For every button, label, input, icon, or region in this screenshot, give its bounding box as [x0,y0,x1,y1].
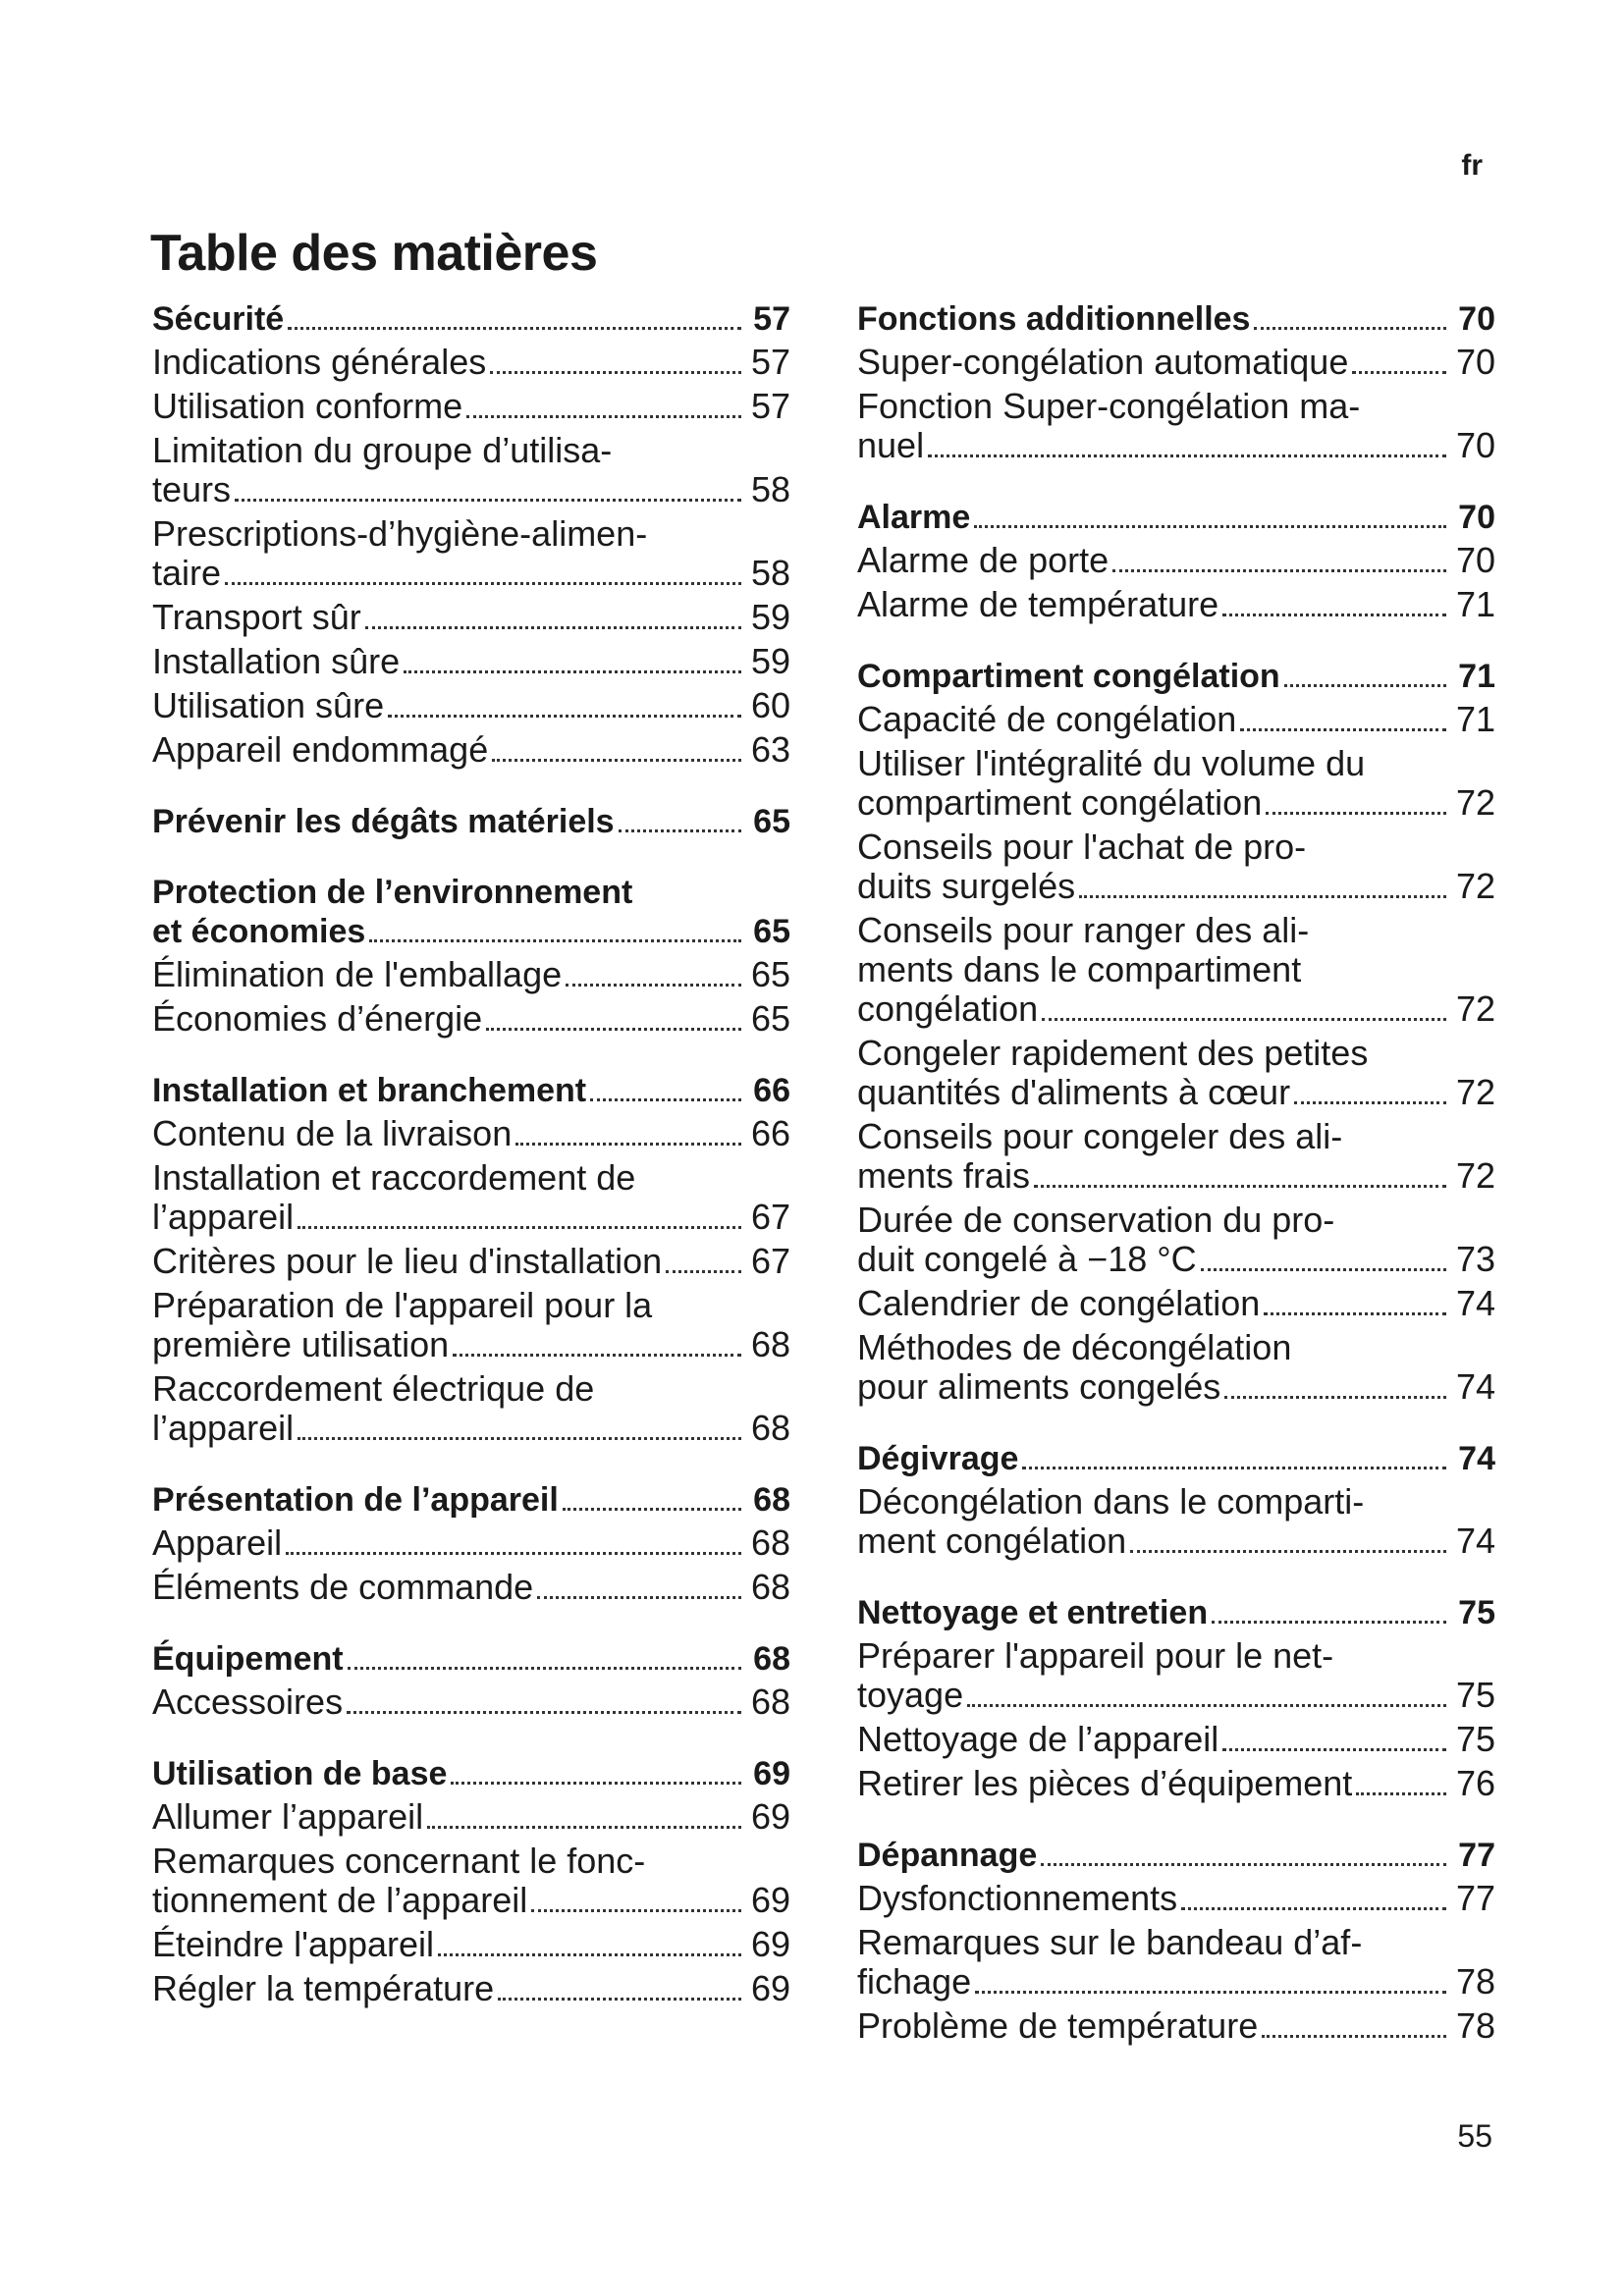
toc-entry-line: Raccordement électrique de [152,1368,595,1409]
toc-entry[interactable] [857,867,1495,911]
toc-entry[interactable] [152,1325,790,1369]
toc-entry-page: 67 [750,1241,790,1281]
toc-entry-label: Capacité de congélation [857,699,1237,739]
toc-entry[interactable] [857,1764,1495,1808]
toc-entry-page: 72 [1455,782,1495,823]
toc-entry[interactable] [152,1198,790,1242]
toc-heading-page: 65 [753,913,790,950]
toc-entry-page: 78 [1455,2005,1495,2046]
toc-heading-page: 66 [753,1072,790,1109]
dot-leader [427,1826,741,1829]
toc-entry[interactable] [857,1522,1495,1566]
toc-heading[interactable] [152,912,790,955]
toc-entry[interactable] [857,1156,1495,1201]
toc-heading-line: Protection de l’environnement [152,874,633,911]
toc-section [857,498,1495,629]
toc-section [152,1480,790,1612]
dot-leader [347,1711,741,1714]
toc-entry[interactable] [152,730,790,774]
dot-leader [515,1143,741,1146]
toc-entry-line: Conseils pour l'achat de pro- [857,827,1307,867]
toc-entry-page: 76 [1455,1763,1495,1803]
toc-entry-line: Congeler rapidement des petites [857,1033,1369,1073]
toc-entry[interactable] [857,1367,1495,1412]
toc-section [152,1754,790,2013]
toc-section [857,1593,1495,1808]
toc-entry-label: ment congélation [857,1521,1127,1561]
toc-entry-label: Utilisation conforme [152,386,463,426]
toc-entry-label: Retirer les pièces d’équipement [857,1763,1353,1803]
toc-heading-page: 77 [1458,1837,1495,1874]
toc-heading-page: 68 [753,1481,790,1519]
dot-leader [1041,1863,1446,1866]
toc-entry[interactable] [857,343,1495,387]
dot-leader [619,829,741,832]
toc-heading-page: 75 [1458,1594,1495,1631]
toc-heading-label: Équipement [152,1640,344,1678]
dot-leader [451,1782,741,1785]
toc-entry-label: compartiment congélation [857,782,1263,823]
dot-leader [1022,1467,1446,1469]
dot-leader [1356,1792,1446,1795]
dot-leader [498,1998,741,2001]
dot-leader [1130,1550,1446,1553]
toc-entry[interactable] [152,1523,790,1568]
toc-entry-page: 58 [750,469,790,509]
toc-entry-label: Élimination de l'emballage [152,954,563,994]
toc-entry-line: Méthodes de décongélation [857,1327,1292,1367]
toc-entry[interactable] [857,989,1495,1034]
toc-entry-page: 75 [1455,1675,1495,1715]
dot-leader [453,1354,741,1357]
toc-entry-line: Décongélation dans le comparti- [857,1481,1365,1522]
toc-entry[interactable] [857,1676,1495,1720]
toc-entry-page: 72 [1455,988,1495,1029]
toc-entry-label: Nettoyage de l’appareil [857,1719,1219,1759]
toc-heading-label: Dégivrage [857,1440,1019,1477]
toc-entry-line: Utiliser l'intégralité du volume du [857,743,1366,783]
toc-heading-label: Sécurité [152,300,285,338]
toc-entry-label: toyage [857,1675,964,1715]
toc-entry-page: 68 [750,1408,790,1448]
toc-entry[interactable] [152,1682,790,1727]
toc-section [152,873,790,1043]
dot-leader [1034,1185,1446,1188]
toc-entry-label: congélation [857,988,1039,1029]
toc-entry[interactable] [152,1114,790,1158]
dot-leader [1224,1396,1446,1399]
toc-entry-label: Transport sûr [152,597,361,637]
toc-heading-page: 71 [1458,658,1495,695]
toc-entry-line: Conseils pour congeler des ali- [857,1116,1343,1156]
dot-leader [1222,1748,1446,1751]
toc-entry-page: 70 [1455,342,1495,382]
toc-entry-page: 77 [1455,1878,1495,1918]
toc-entry[interactable] [152,642,790,686]
toc-entry-line: Durée de conservation du pro- [857,1200,1335,1240]
toc-entry[interactable] [152,686,790,730]
toc-entry[interactable] [152,1409,790,1453]
dot-leader [286,1552,741,1555]
dot-leader [1042,1018,1446,1021]
dot-leader [404,670,741,673]
toc-entry-page: 69 [750,1880,790,1920]
dot-leader [1112,569,1446,572]
dot-leader [537,1596,741,1599]
dot-leader [967,1704,1446,1707]
toc-entry-page: 71 [1455,584,1495,624]
toc-entry-label: Accessoires [152,1682,344,1722]
toc-right-column [857,299,1495,2051]
toc-entry-label: Alarme de température [857,584,1219,624]
toc-entry-page: 57 [750,342,790,382]
toc-entry-label: l’appareil [152,1197,295,1237]
toc-entry-page: 68 [750,1324,790,1364]
toc-entry-page: 72 [1455,866,1495,906]
toc-heading-label: Utilisation de base [152,1755,448,1792]
dot-leader [288,327,741,330]
dot-leader [348,1667,741,1670]
toc-entry-line: ments dans le compartiment [857,949,1302,989]
toc-entry-label: ments frais [857,1155,1031,1196]
toc-section [857,1439,1495,1566]
toc-entry[interactable] [152,1969,790,2013]
toc-entry[interactable] [152,554,790,598]
page-title: Table des matières [150,225,598,282]
toc-section [857,657,1495,1412]
language-code: fr [1461,149,1483,182]
toc-entry-page: 75 [1455,1719,1495,1759]
toc-entry-page: 78 [1455,1961,1495,2002]
dot-leader [490,371,741,374]
toc-entry-page: 65 [750,998,790,1039]
toc-entry-label: Super-congélation automatique [857,342,1349,382]
toc-entry[interactable] [857,585,1495,629]
toc-entry-page: 69 [750,1796,790,1837]
toc-heading[interactable] [857,1439,1495,1482]
toc-heading-label: Alarme [857,499,971,536]
toc-entry-label: duits surgelés [857,866,1076,906]
dot-leader [1266,812,1446,815]
toc-heading[interactable] [152,1754,790,1797]
toc-entry-page: 71 [1455,699,1495,739]
toc-entry-page: 73 [1455,1239,1495,1279]
toc-entry-label: Appareil endommagé [152,729,489,770]
toc-heading[interactable] [152,1071,790,1114]
dot-leader [438,1953,741,1956]
toc-section [152,1071,790,1453]
dot-leader [486,1028,741,1031]
toc-entry[interactable] [152,1568,790,1612]
toc-heading-label: Nettoyage et entretien [857,1594,1209,1631]
toc-entry-label: Critères pour le lieu d'installation [152,1241,663,1281]
toc-entry-page: 70 [1455,540,1495,580]
toc-heading[interactable] [152,1480,790,1523]
dot-leader [974,525,1446,528]
toc-entry-page: 59 [750,641,790,681]
toc-section [152,802,790,845]
dot-leader [563,1508,741,1511]
toc-entry-label: taire [152,553,222,593]
toc-section [152,1639,790,1727]
toc-entry-page: 72 [1455,1072,1495,1112]
toc-entry-page: 65 [750,954,790,994]
toc-heading-label: Prévenir les dégâts matériels [152,803,615,840]
toc-section [857,299,1495,470]
toc-entry[interactable] [857,783,1495,828]
dot-leader [369,939,741,942]
toc-heading-page: 57 [753,300,790,338]
toc-heading[interactable] [857,1593,1495,1636]
dot-leader [365,626,741,629]
toc-entry-label: Régler la température [152,1968,495,2008]
dot-leader [1212,1621,1446,1624]
dot-leader [235,499,741,502]
toc-entry-line: Préparation de l'appareil pour la [152,1285,653,1325]
toc-heading-page: 65 [753,803,790,840]
dot-leader [298,1437,741,1440]
toc-entry-label: quantités d'aliments à cœur [857,1072,1291,1112]
toc-heading-label: Installation et branchement [152,1072,587,1109]
dot-leader [566,984,741,987]
dot-leader [1352,371,1446,374]
toc-entry[interactable] [857,1284,1495,1328]
dot-leader [1254,327,1446,330]
dot-leader [492,759,741,762]
toc-entry-line: Remarques concernant le fonc- [152,1841,646,1881]
dot-leader [298,1226,741,1229]
toc-entry-line: Préparer l'appareil pour le net- [857,1635,1334,1676]
toc-entry[interactable] [857,1073,1495,1117]
toc-entry-line: Remarques sur le bandeau d’af- [857,1922,1363,1962]
dot-leader [1262,2035,1446,2038]
toc-entry[interactable] [152,955,790,999]
toc-heading-page: 69 [753,1755,790,1792]
toc-entry-label: Installation sûre [152,641,401,681]
toc-entry[interactable] [152,598,790,642]
toc-entry-label: Problème de température [857,2005,1259,2046]
dot-leader [1222,614,1446,616]
toc-entry-label: nuel [857,425,925,465]
toc-entry-label: Allumer l’appareil [152,1796,424,1837]
dot-leader [928,454,1446,457]
dot-leader [1294,1101,1446,1104]
toc-entry[interactable] [152,387,790,431]
toc-entry-page: 66 [750,1113,790,1153]
toc-entry-page: 70 [1455,425,1495,465]
toc-entry-label: Calendrier de congélation [857,1283,1261,1323]
toc-entry-label: tionnement de l’appareil [152,1880,528,1920]
toc-entry-label: Dysfonctionnements [857,1878,1178,1918]
toc-entry-page: 59 [750,597,790,637]
toc-entry-page: 57 [750,386,790,426]
toc-entry-label: Appareil [152,1522,283,1563]
dot-leader [466,415,741,418]
toc-entry-page: 60 [750,685,790,725]
toc-entry-label: fichage [857,1961,972,2002]
toc-entry[interactable] [152,1797,790,1842]
dot-leader [1079,895,1446,898]
toc-entry[interactable] [152,1925,790,1969]
toc-heading-page: 70 [1458,499,1495,536]
toc-entry[interactable] [152,470,790,514]
toc-heading-label: et économies [152,913,366,950]
toc-section [152,299,790,774]
toc-entry-page: 74 [1455,1366,1495,1407]
toc-entry-line: Conseils pour ranger des ali- [857,910,1310,950]
toc-entry[interactable] [152,1242,790,1286]
toc-entry-label: teurs [152,469,232,509]
toc-entry-label: pour aliments congelés [857,1366,1221,1407]
toc-entry[interactable] [857,2006,1495,2051]
toc-heading[interactable] [152,802,790,845]
toc-heading[interactable] [857,299,1495,343]
toc-entry-line: Fonction Super-congélation ma- [857,386,1361,426]
toc-entry-label: Éléments de commande [152,1567,534,1607]
dot-leader [1240,728,1446,731]
toc-entry-label: Alarme de porte [857,540,1110,580]
toc-entry[interactable] [857,541,1495,585]
toc-entry-page: 74 [1455,1521,1495,1561]
toc-heading[interactable] [857,1836,1495,1879]
dot-leader [1284,684,1446,687]
toc-heading-label: Compartiment congélation [857,658,1280,695]
toc-entry-page: 72 [1455,1155,1495,1196]
dot-leader [1264,1312,1446,1315]
dot-leader [225,582,741,585]
dot-leader [975,1991,1446,1994]
toc-entry-page: 68 [750,1567,790,1607]
page-number: 55 [1457,2118,1492,2154]
toc-heading[interactable] [857,657,1495,700]
toc-entry[interactable] [857,1962,1495,2006]
dot-leader [1181,1907,1446,1910]
dot-leader [388,715,741,718]
toc-heading-page: 74 [1458,1440,1495,1477]
toc-entry-label: première utilisation [152,1324,450,1364]
toc-entry-page: 68 [750,1522,790,1563]
toc-section [857,1836,1495,2051]
toc-entry-label: Économies d’énergie [152,998,483,1039]
toc-heading-page: 68 [753,1640,790,1678]
toc-entry-page: 69 [750,1924,790,1964]
toc-heading[interactable] [152,1639,790,1682]
toc-entry[interactable] [857,700,1495,744]
toc-left-column [152,299,790,2013]
toc-heading[interactable] [857,498,1495,541]
toc-entry[interactable] [857,1879,1495,1923]
toc-entry-label: l’appareil [152,1408,295,1448]
toc-entry-label: Éteindre l'appareil [152,1924,435,1964]
toc-entry[interactable] [857,1240,1495,1284]
toc-heading-label: Présentation de l’appareil [152,1481,559,1519]
dot-leader [590,1098,741,1101]
toc-heading-label: Fonctions additionnelles [857,300,1251,338]
toc-entry-line: Prescriptions-d’hygiène-alimen- [152,513,648,554]
toc-entry-label: duit congelé à −18 °C [857,1239,1197,1279]
toc-heading-label: Dépannage [857,1837,1038,1874]
toc-entry[interactable] [857,426,1495,470]
toc-entry-page: 58 [750,553,790,593]
dot-leader [531,1909,741,1912]
toc-entry-label: Indications générales [152,342,487,382]
toc-entry[interactable] [152,999,790,1043]
dot-leader [666,1270,741,1273]
toc-entry-line: Installation et raccordement de [152,1157,636,1198]
toc-entry-label: Utilisation sûre [152,685,385,725]
toc-entry-page: 68 [750,1682,790,1722]
toc-entry[interactable] [152,343,790,387]
toc-heading-page: 70 [1458,300,1495,338]
toc-entry-label: Contenu de la livraison [152,1113,513,1153]
toc-heading[interactable] [152,299,790,343]
toc-entry-page: 69 [750,1968,790,2008]
dot-leader [1201,1268,1446,1271]
toc-entry-page: 74 [1455,1283,1495,1323]
toc-entry-page: 67 [750,1197,790,1237]
toc-entry[interactable] [152,1881,790,1925]
toc-entry[interactable] [857,1720,1495,1764]
toc-entry-line: Limitation du groupe d’utilisa- [152,430,613,470]
toc-entry-page: 63 [750,729,790,770]
